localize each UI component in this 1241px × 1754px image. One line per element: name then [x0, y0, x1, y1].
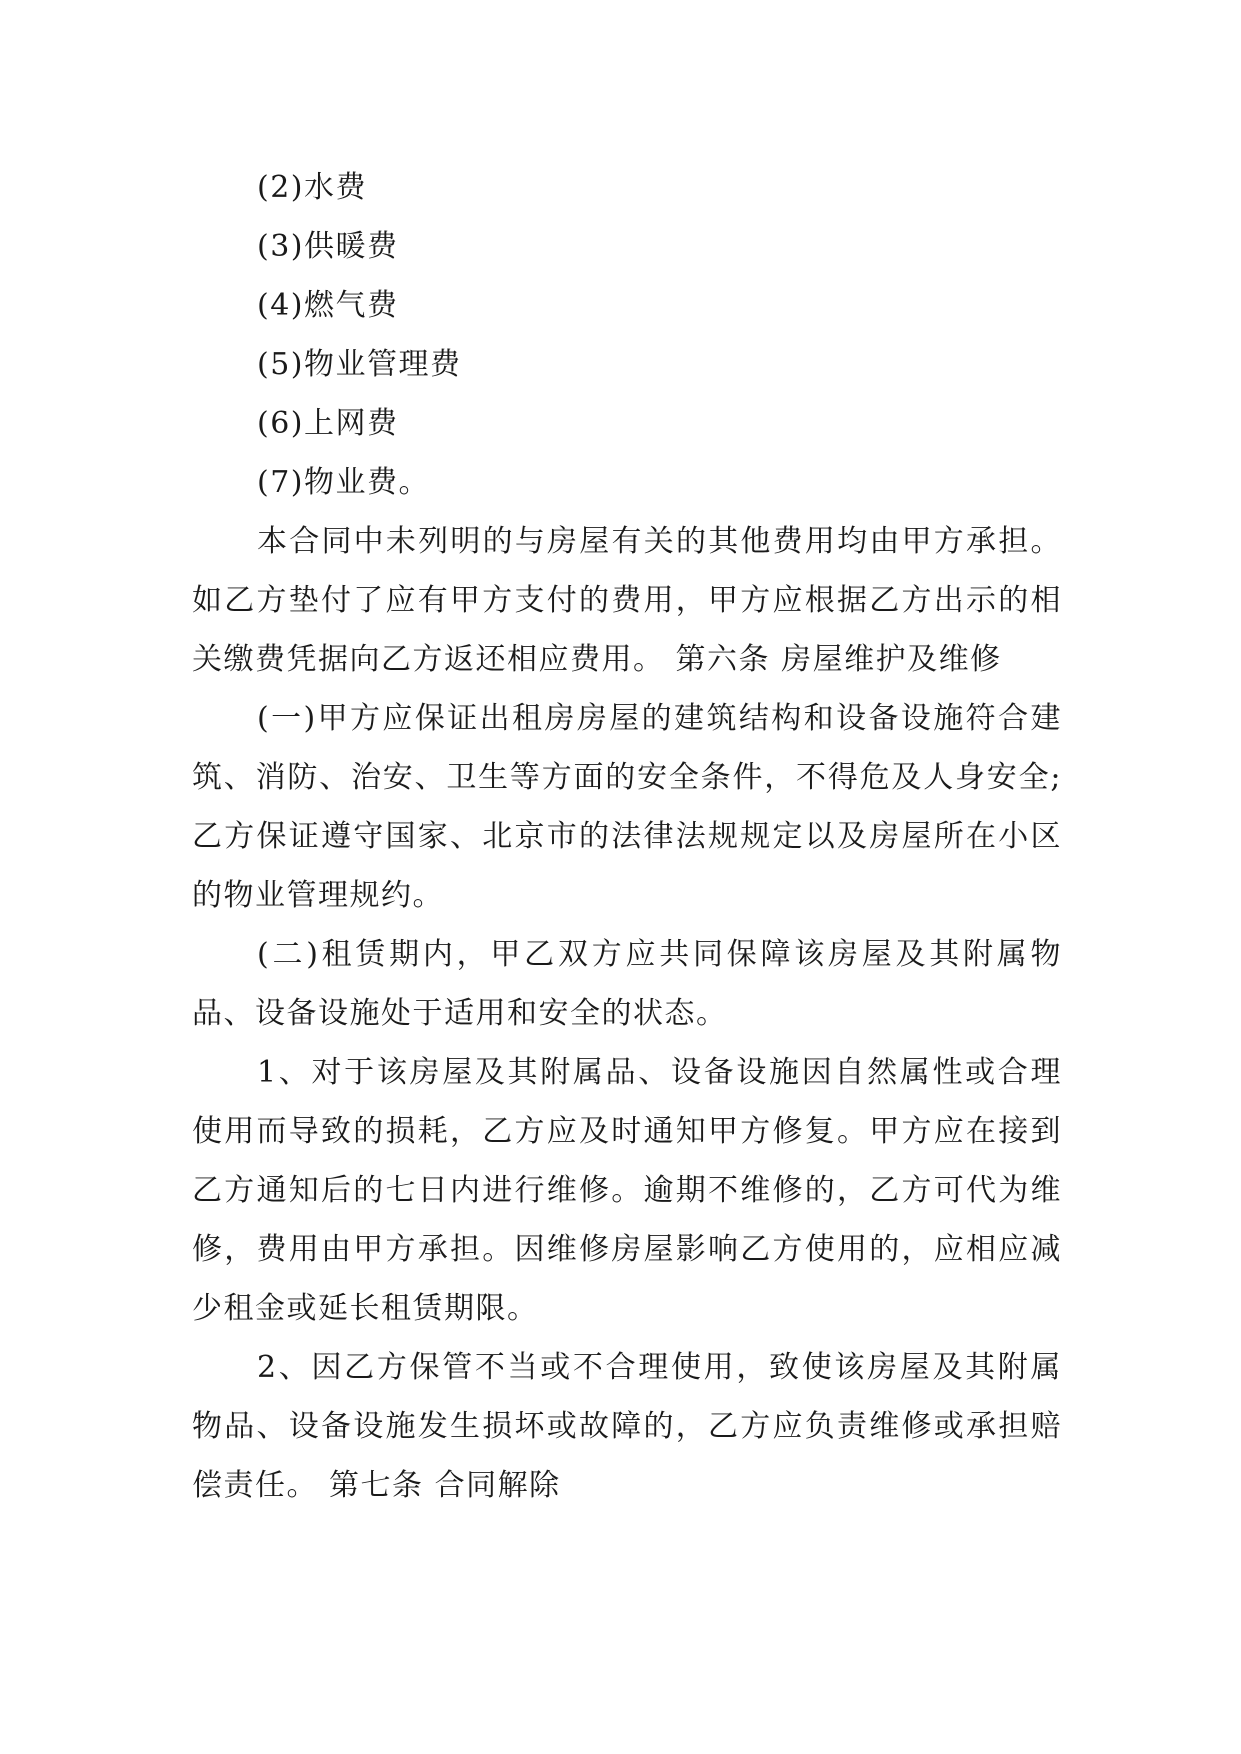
fee-item-water: (2)水费	[257, 170, 367, 205]
paragraph-other-fees: 本合同中未列明的与房屋有关的其他费用均由甲方承担。如乙方垫付了应有甲方支付的费用，甲方应根据乙方出示的相关缴费凭据向乙方返还相应费用。 第六条 房屋维护及维修	[192, 524, 1062, 677]
fee-item-internet: (6)上网费	[257, 406, 399, 441]
paragraph-item-two: 2、因乙方保管不当或不合理使用，致使该房屋及其附属物品、设备设施发生损坏或故障的，乙方应负责维修或承担赔偿责任。 第七条 合同解除	[192, 1350, 1062, 1503]
fee-item-property-management: (5)物业管理费	[257, 347, 462, 382]
document-body	[192, 158, 1062, 1515]
paragraph-clause-two: (二)租赁期内，甲乙双方应共同保障该房屋及其附属物品、设备设施处于适用和安全的状态。	[192, 937, 1062, 1031]
fee-item-property: (7)物业费。	[257, 465, 430, 500]
paragraph-clause-one: (一)甲方应保证出租房房屋的建筑结构和设备设施符合建筑、消防、治安、卫生等方面的安全条件，不得危及人身安全;乙方保证遵守国家、北京市的法律法规规定以及房屋所在小区的物业管理规约。	[192, 701, 1062, 913]
fee-item-heating: (3)供暖费	[257, 229, 399, 264]
fee-item-gas: (4)燃气费	[257, 288, 399, 323]
paragraph-item-one: 1、对于该房屋及其附属品、设备设施因自然属性或合理使用而导致的损耗，乙方应及时通知甲方修复。甲方应在接到乙方通知后的七日内进行维修。逾期不维修的，乙方可代为维修，费用由甲方承担。因维修房屋影响乙方使用的，应相应减少租金或延长租赁期限。	[192, 1055, 1062, 1326]
